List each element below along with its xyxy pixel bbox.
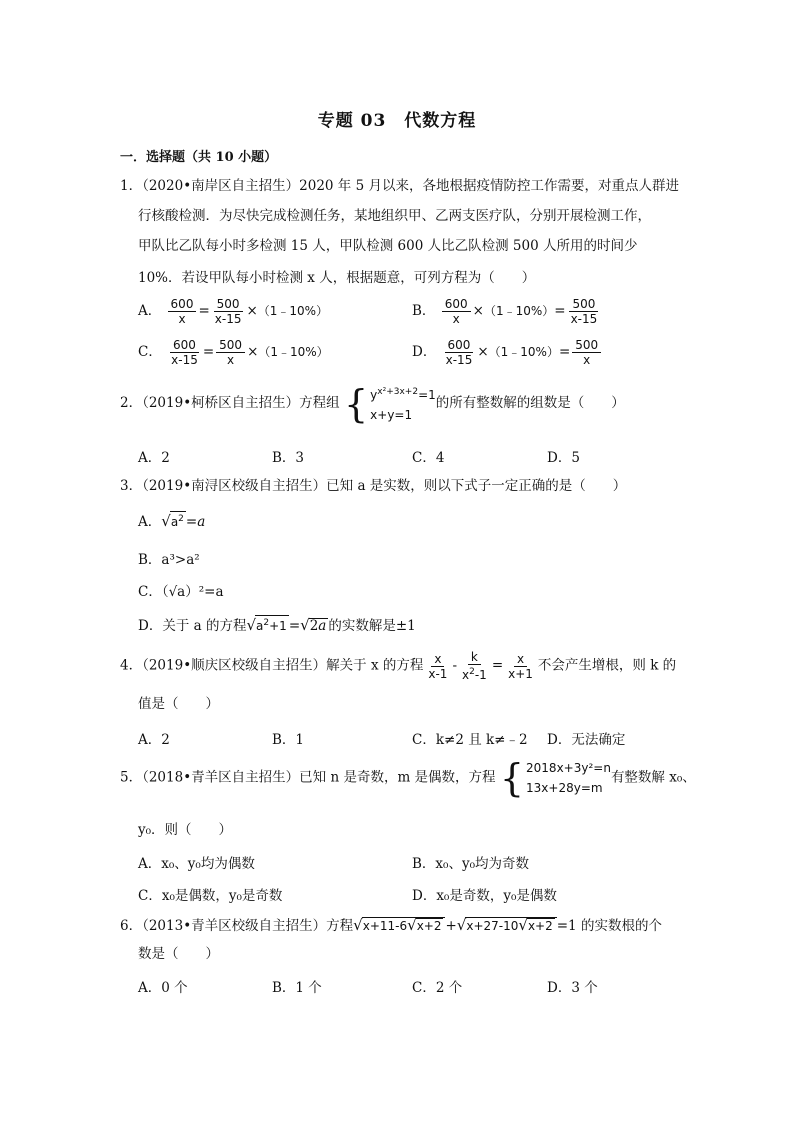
fraction: $\frac{600}{x}$	[442, 297, 471, 326]
fraction: $\frac{x}{x+1}$	[508, 651, 533, 681]
q6-option-b[interactable]: B．1 个	[272, 980, 322, 996]
q4-option-d[interactable]: D．无法确定	[547, 732, 626, 748]
section-heading: 一．选择题（共 10 小题）	[120, 150, 278, 165]
fraction: $\frac{x}{x-1}$	[428, 651, 448, 681]
q6-option-c[interactable]: C．2 个	[412, 980, 463, 996]
q5-line2: y₀．则（ ）	[138, 822, 233, 838]
q2-stem: 2．（2019•柯桥区自主招生）方程组 { $y^{x^2+3x+2}=1$ x+y=1 的所有整数解的组数是（ ）	[120, 381, 625, 426]
equation-system: { $y^{x^2+3x+2}=1$ x+y=1	[343, 381, 436, 426]
q4-option-a[interactable]: A．2	[138, 732, 170, 748]
q6-option-a[interactable]: A．0 个	[138, 980, 188, 996]
q2-option-c[interactable]: C．4	[412, 450, 445, 466]
fraction: $\frac{k}{x^2-1}$	[462, 650, 487, 682]
q2-option-b[interactable]: B．3	[272, 450, 305, 466]
q5-stem: 5．（2018•青羊区自主招生）已知 n 是奇数，m 是偶数，方程 { 2018x+3y²=n 13x+28y=m 有整数解 x₀、	[120, 756, 696, 800]
q1-number: 1．	[120, 178, 143, 194]
q5-option-d[interactable]: D．x₀是奇数，y₀是偶数	[412, 888, 557, 904]
q1-text-1: （2020•南岸区自主招生）2020 年 5 月以来，各地根据疫情防控工作需要，对重点人群进	[142, 178, 679, 194]
q1-option-c[interactable]: C． $\frac{600}{x-15}$ = $\frac{500}{x}$ ×（1﹣10%）	[138, 338, 329, 367]
q1-line2: 行核酸检测．为尽快完成检测任务，某地组织甲、乙两支医疗队，分别开展检测工作，	[138, 208, 651, 224]
q1-option-a[interactable]: A． $\frac{600}{x}$ = $\frac{500}{x-15}$ ×（1﹣10%）	[138, 297, 329, 326]
q4-stem: 4．（2019•顺庆区校级自主招生）解关于 x 的方程 $\frac{x}{x-1}$ - $\frac{k}{x^2-1}$ = $\frac{x}{x+1}$ 不会产生增根，则 k 的	[120, 650, 677, 682]
equation-system: { 2018x+3y²=n 13x+28y=m	[499, 756, 611, 800]
q3-option-c[interactable]: C．（√a）²=a	[138, 584, 224, 600]
q2-option-d[interactable]: D．5	[547, 450, 580, 466]
fraction: $\frac{500}{x}$	[572, 338, 601, 367]
fraction: $\frac{500}{x-15}$	[570, 297, 598, 326]
q1-line4: 10%．若设甲队每小时检测 x 人，根据题意，可列方程为（ ）	[138, 270, 536, 286]
fraction: $\frac{600}{x-15}$	[171, 338, 198, 367]
q3-option-b[interactable]: B．a³>a²	[138, 552, 200, 568]
q2-option-a[interactable]: A．2	[138, 450, 170, 466]
fraction: $\frac{600}{x-15}$	[445, 338, 473, 367]
q4-line2: 值是（ ）	[138, 696, 219, 712]
q3-option-d[interactable]: D．关于 a 的方程$√a^2+1 =√2a$ 的实数解是±1	[138, 616, 416, 634]
q1-line3: 甲队比乙队每小时多检测 15 人，甲队检测 600 人比乙队检测 500 人所用的时间少	[138, 238, 638, 254]
q1-option-d[interactable]: D． $\frac{600}{x-15}$ ×（1﹣10%）= $\frac{500}{x}$	[412, 338, 603, 367]
q5-option-a[interactable]: A．x₀、y₀均为偶数	[138, 856, 255, 872]
q3-option-a[interactable]: A．$√a^2 =a$	[138, 512, 206, 530]
page-title: 专题 03 代数方程	[317, 111, 477, 131]
q1-option-b[interactable]: B． $\frac{600}{x}$ ×（1﹣10%）= $\frac{500}{x-15}$	[412, 297, 602, 326]
q6-option-d[interactable]: D．3 个	[547, 980, 598, 996]
q4-option-b[interactable]: B．1	[272, 732, 305, 748]
q5-option-c[interactable]: C．x₀是偶数，y₀是奇数	[138, 888, 283, 904]
q6-line2: 数是（ ）	[138, 946, 219, 962]
fraction: $\frac{500}{x-15}$	[214, 297, 242, 326]
q3-stem: 3．（2019•南浔区校级自主招生）已知 a 是实数，则以下式子一定正确的是（ ）	[120, 478, 627, 494]
q6-stem: 6．（2013•青羊区校级自主招生）方程√x+11-6√x+2 +√x+27-10√x+2 =1 的实数根的个	[120, 916, 662, 934]
q5-option-b[interactable]: B．x₀、y₀均为奇数	[412, 856, 529, 872]
fraction: $\frac{600}{x}$	[168, 297, 197, 326]
q1-line1	[120, 176, 679, 196]
fraction: $\frac{500}{x}$	[216, 338, 245, 367]
q4-option-c[interactable]: C．k≠2 且 k≠﹣2	[412, 732, 528, 748]
